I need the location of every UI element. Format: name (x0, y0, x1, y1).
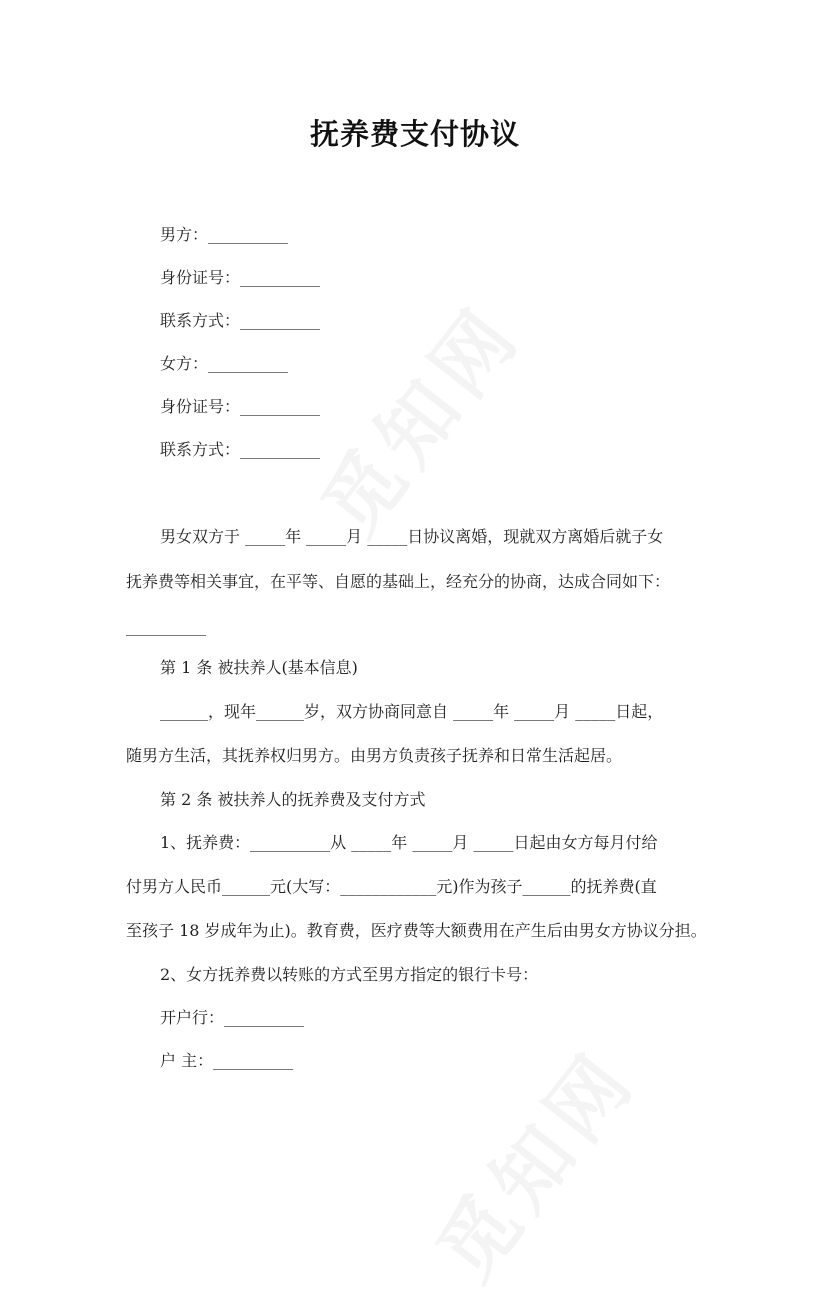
article-1-line: ______，现年______岁，双方协商同意自 _____年 _____月 _____日起， (160, 702, 664, 721)
article-2-item-1: 至孩子 18 岁成年为止)。教育费，医疗费等大额费用在产生后由男女方协议分担。 (126, 921, 707, 940)
party-female-id: 身份证号：__________ (160, 397, 321, 416)
article-2-heading: 第 2 条 被扶养人的抚养费及支付方式 (160, 790, 426, 809)
article-2-item-1: 付男方人民币______元(大写：____________元)作为孩子______的抚养费(直 (126, 877, 657, 896)
intro-line: 男女双方于 _____年 _____月 _____日协议离婚，现就双方离婚后就子女 (160, 527, 664, 546)
party-male-id: 身份证号：__________ (160, 268, 321, 287)
party-male-contact: 联系方式：__________ (160, 311, 321, 330)
document-title: 抚养费支付协议 (309, 117, 520, 151)
bank-field: 开户行：__________ (160, 1008, 305, 1027)
party-female-contact: 联系方式：__________ (160, 440, 321, 459)
party-female: 女方：__________ (160, 354, 289, 373)
intro-blank: __________ (126, 617, 206, 636)
article-1-line: 随男方生活，其抚养权归男方。由男方负责孩子抚养和日常生活起居。 (126, 746, 623, 765)
party-male: 男方：__________ (160, 225, 289, 244)
watermark (292, 277, 543, 554)
article-2-item-2: 2、女方抚养费以转账的方式至男方指定的银行卡号： (160, 965, 539, 984)
account-holder-field: 户 主：__________ (160, 1051, 294, 1070)
intro-line: 抚养费等相关事宜，在平等、自愿的基础上，经充分的协商，达成合同如下： (126, 572, 671, 591)
watermark (407, 1022, 658, 1299)
article-2-item-1: 1、抚养费：__________从 _____年 _____月 _____日起由女方每月付给 (160, 833, 658, 852)
article-1-heading: 第 1 条 被扶养人(基本信息) (160, 658, 358, 677)
